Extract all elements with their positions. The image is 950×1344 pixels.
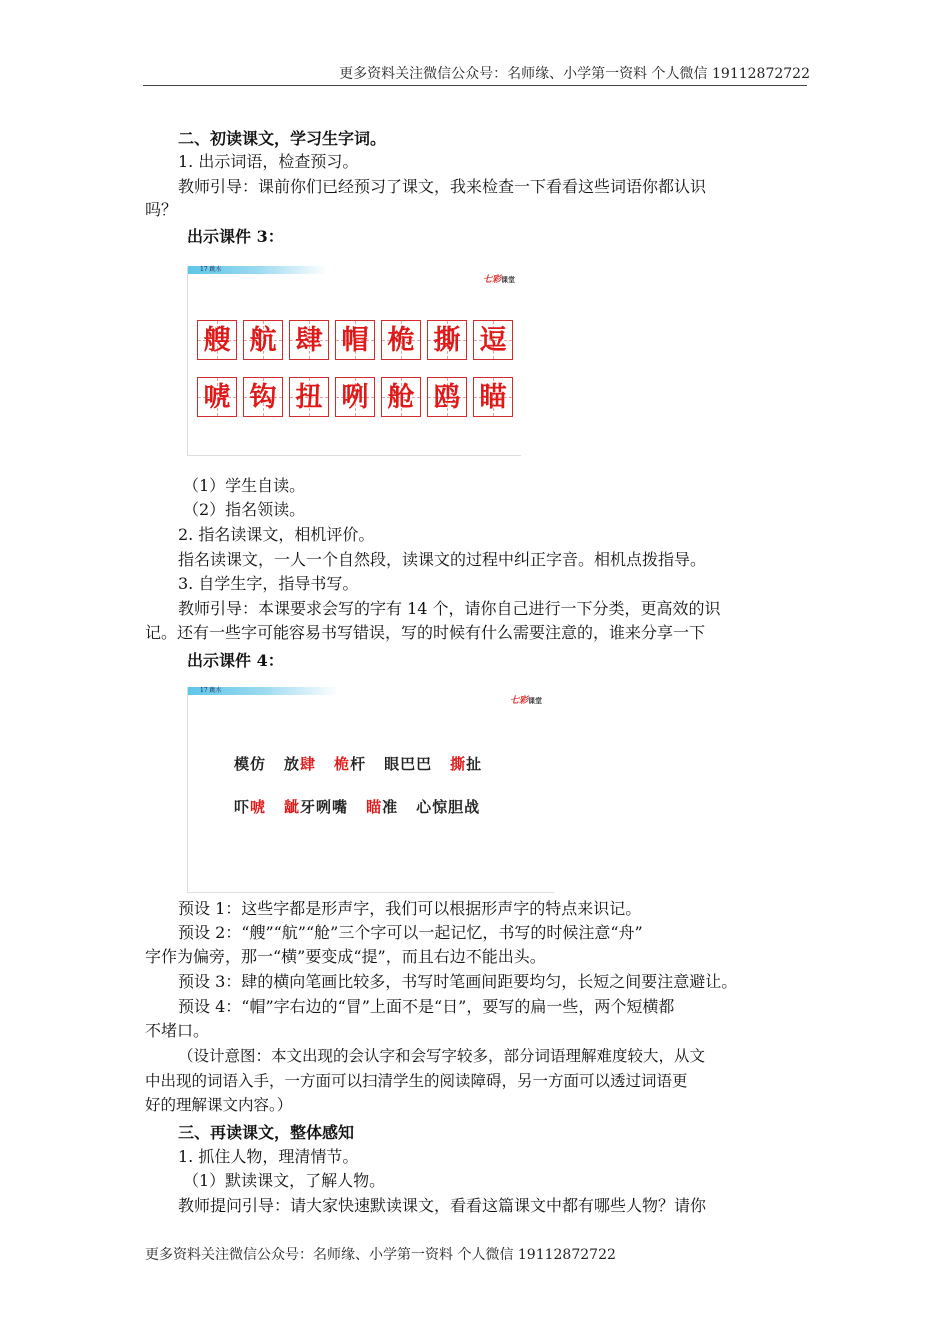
char-cell <box>381 320 421 360</box>
char-cell <box>197 377 237 417</box>
preset4-line2: 不堵口。 <box>145 1021 210 1040</box>
char-cell <box>427 377 467 417</box>
char-cell <box>289 377 329 417</box>
section3-step1: 1. 抓住人物，理清情节。 <box>178 1147 359 1166</box>
vocab-word <box>234 798 266 816</box>
char-cell-text: 唬 <box>203 381 231 413</box>
highlighted-char: 肆 <box>300 755 317 773</box>
char-cell-text: 帽 <box>341 324 369 356</box>
design-intent-line3: 好的理解课文内容。） <box>145 1096 293 1114</box>
section2-step2: 2. 指名读课文，相机评价。 <box>178 525 375 544</box>
vocab-word <box>416 798 480 816</box>
section2-step1: 1. 出示词语，检查预习。 <box>178 152 359 171</box>
word-part: 模仿 <box>234 755 267 773</box>
slide4-label: 出示课件 4： <box>187 651 284 670</box>
vocab-word <box>284 798 348 816</box>
char-cell-text: 撕 <box>433 324 461 356</box>
slide3-brand: 七彩 <box>483 275 502 285</box>
section2-step2-detail: 指名读课文，一人一个自然段，读课文的过程中纠正字音。相机点拨指导。 <box>178 550 707 569</box>
char-cell <box>243 377 283 417</box>
slide3-label: 出示课件 3： <box>187 227 284 246</box>
vocab-word <box>284 755 316 773</box>
read-step2: （2）指名领读。 <box>183 500 306 519</box>
highlighted-char: 唬 <box>250 798 267 816</box>
char-cell-text: 艘 <box>203 324 231 356</box>
vocab-word <box>334 755 366 773</box>
slide3-image <box>187 266 521 456</box>
word-part: 准 <box>382 798 399 816</box>
char-cell-text: 肆 <box>295 324 323 356</box>
highlighted-char: 桅 <box>334 755 351 773</box>
word-part: 放 <box>284 755 301 773</box>
char-cell-text: 鸥 <box>433 381 461 413</box>
char-cell <box>381 377 421 417</box>
slide3-brand-suffix: 课堂 <box>501 276 516 284</box>
slide4-bar-text: 17 跳水 <box>200 687 222 694</box>
section3-sub1: （1）默读课文，了解人物。 <box>183 1171 386 1190</box>
char-cell <box>473 320 513 360</box>
preset1: 预设 1：这些字都是形声字，我们可以根据形声字的特点来识记。 <box>178 899 642 918</box>
header-divider <box>143 85 807 86</box>
vocab-word <box>384 755 432 773</box>
char-cell-text: 逗 <box>479 324 507 356</box>
slide4-brand-suffix: 课堂 <box>528 697 543 705</box>
char-cell-text: 舱 <box>387 381 415 413</box>
design-intent-line1: （设计意图：本文出现的会认字和会写字较多，部分词语理解难度较大，从文 <box>178 1047 706 1065</box>
section2-heading: 二、初读课文，学习生字词。 <box>178 129 387 148</box>
char-cell-text: 扭 <box>295 381 323 413</box>
vocab-word <box>450 755 482 773</box>
preset3: 预设 3：肆的横向笔画比较多，书写时笔画间距要均匀，长短之间要注意避让。 <box>178 972 738 991</box>
word-part: 扯 <box>466 755 483 773</box>
word-part: 眼巴巴 <box>384 755 433 773</box>
section2-step3: 3. 自学生字，指导书写。 <box>178 574 359 593</box>
page-footer: 更多资料关注微信公众号：名师缘、小学第一资料 个人微信 19112872722 <box>145 1247 616 1263</box>
vocab-word <box>366 798 398 816</box>
char-cell-text: 钩 <box>249 381 277 413</box>
slide3-brand-logo <box>483 272 515 285</box>
section2-step3-line2: 记。还有一些字可能容易书写错误，写的时候有什么需要注意的，谁来分享一下 <box>145 623 706 642</box>
char-cell <box>289 320 329 360</box>
char-cell <box>427 320 467 360</box>
section3-teacher-line1: 教师提问引导：请大家快速默读课文，看看这篇课文中都有哪些人物？请你 <box>178 1196 707 1215</box>
section2-teacher-line2: 吗？ <box>145 200 178 219</box>
slide3-title-bar <box>188 266 328 274</box>
slide4-brand: 七彩 <box>510 696 529 706</box>
section2-teacher-line1: 教师引导：课前你们已经预习了课文，我来检查一下看看这些词语你都认识 <box>178 177 707 196</box>
read-step1: （1）学生自读。 <box>183 476 306 495</box>
char-cell <box>473 377 513 417</box>
word-part: 吓 <box>234 798 251 816</box>
char-cell <box>335 320 375 360</box>
char-cell-text: 咧 <box>341 381 369 413</box>
preset2-line1: 预设 2：“艘”“航”“舱”三个字可以一起记忆，书写的时候注意“舟” <box>178 923 643 942</box>
char-cell <box>243 320 283 360</box>
slide4-brand-logo <box>510 693 542 706</box>
slide4-word-row1 <box>234 753 500 774</box>
section3-heading: 三、再读课文，整体感知 <box>178 1123 355 1142</box>
slide4-image <box>187 687 554 893</box>
word-part: 心惊胆战 <box>416 798 481 816</box>
preset4-line1: 预设 4：“帽”字右边的“冒”上面不是“日”，要写的扁一些，两个短横都 <box>178 997 675 1016</box>
char-cell-text: 航 <box>249 324 277 356</box>
char-cell <box>335 377 375 417</box>
page-header: 更多资料关注微信公众号：名师缘、小学第一资料 个人微信 19112872722 <box>339 66 810 82</box>
slide3-bar-text: 17 跳水 <box>200 266 222 273</box>
char-cell-text: 瞄 <box>479 381 507 413</box>
highlighted-char: 龇 <box>284 798 301 816</box>
section2-step3-line1: 教师引导：本课要求会写的字有 14 个，请你自己进行一下分类，更高效的识 <box>178 599 721 618</box>
slide4-title-bar <box>188 687 338 695</box>
vocab-word <box>234 755 266 773</box>
highlighted-char: 撕 <box>450 755 467 773</box>
char-cell <box>197 320 237 360</box>
design-intent-line2: 中出现的词语入手，一方面可以扫清学生的阅读障碍，另一方面可以透过词语更 <box>145 1072 688 1090</box>
highlighted-char: 瞄 <box>366 798 383 816</box>
char-cell-text: 桅 <box>387 324 415 356</box>
slide4-word-row2 <box>234 796 498 817</box>
word-part: 杆 <box>350 755 367 773</box>
preset2-line2: 字作为偏旁，那一“横”要变成“提”，而且右边不能出头。 <box>145 947 546 966</box>
word-part: 牙咧嘴 <box>300 798 349 816</box>
